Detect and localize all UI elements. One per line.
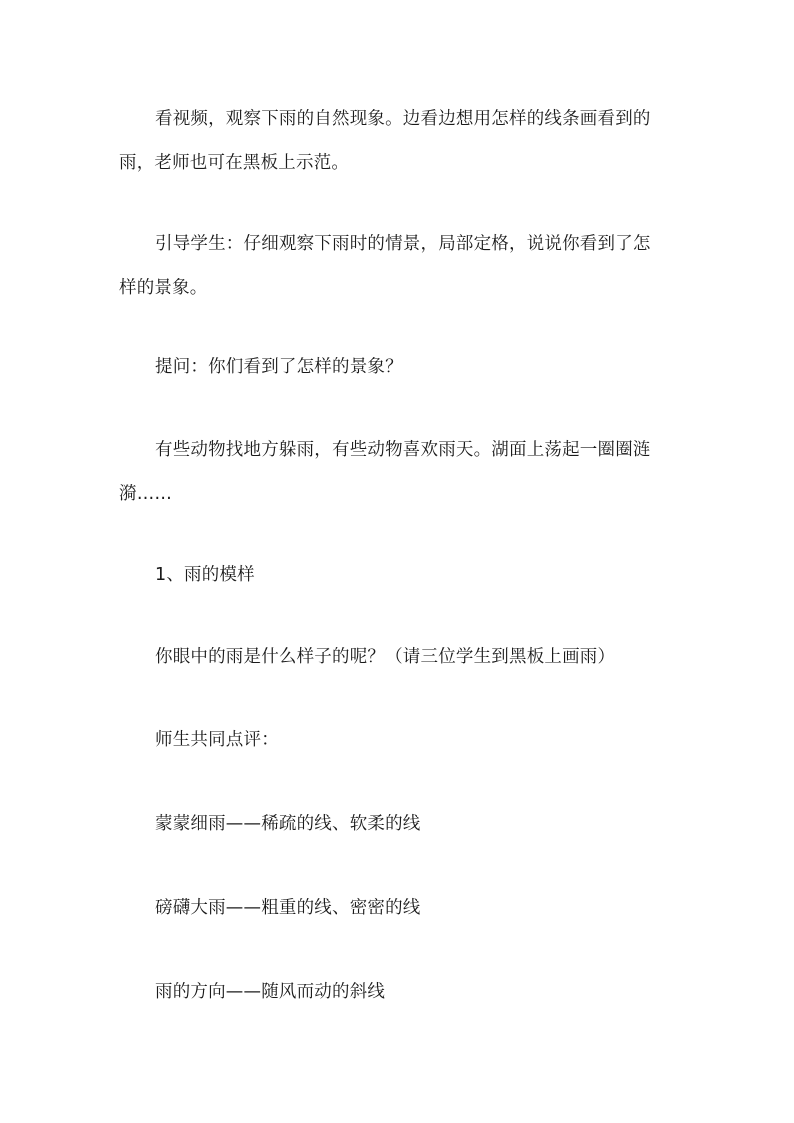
paragraph-heavy-rain — [119, 886, 685, 930]
paragraph-question — [119, 345, 685, 389]
paragraph-line: 漪…… — [119, 484, 173, 504]
paragraph-line: 师生共同点评： — [155, 730, 279, 750]
paragraph-drizzle — [119, 802, 685, 846]
paragraph-line: 1、雨的模样 — [155, 565, 255, 585]
paragraph-line: 蒙蒙细雨——稀疏的线、软柔的线 — [155, 814, 421, 834]
paragraph-line: 雨的方向——随风而动的斜线 — [155, 982, 386, 1002]
paragraph-line: 引导学生：仔细观察下雨时的情景，局部定格，说说你看到了怎 — [155, 234, 651, 254]
paragraph-rain-direction — [119, 970, 685, 1014]
paragraph-line: 看视频，观察下雨的自然现象。边看边想用怎样的线条画看到的 — [155, 109, 651, 129]
section-heading-rain-appearance — [119, 553, 685, 597]
paragraph-line: 有些动物找地方躲雨，有些动物喜欢雨天。湖面上荡起一圈圈涟 — [155, 440, 651, 460]
paragraph-line: 你眼中的雨是什么样子的呢？（请三位学生到黑板上画雨） — [155, 647, 616, 667]
paragraph-rain-question — [119, 635, 685, 679]
paragraph-line: 磅礴大雨——粗重的线、密密的线 — [155, 898, 421, 918]
paragraph-line: 样的景象。 — [119, 278, 208, 298]
paragraph-line: 提问：你们看到了怎样的景象？ — [155, 357, 403, 377]
paragraph-line: 雨，老师也可在黑板上示范。 — [119, 153, 350, 173]
paragraph-watch-video — [119, 97, 685, 185]
paragraph-guide-students — [119, 222, 685, 310]
paragraph-answer — [119, 428, 685, 516]
paragraph-review — [119, 718, 685, 762]
